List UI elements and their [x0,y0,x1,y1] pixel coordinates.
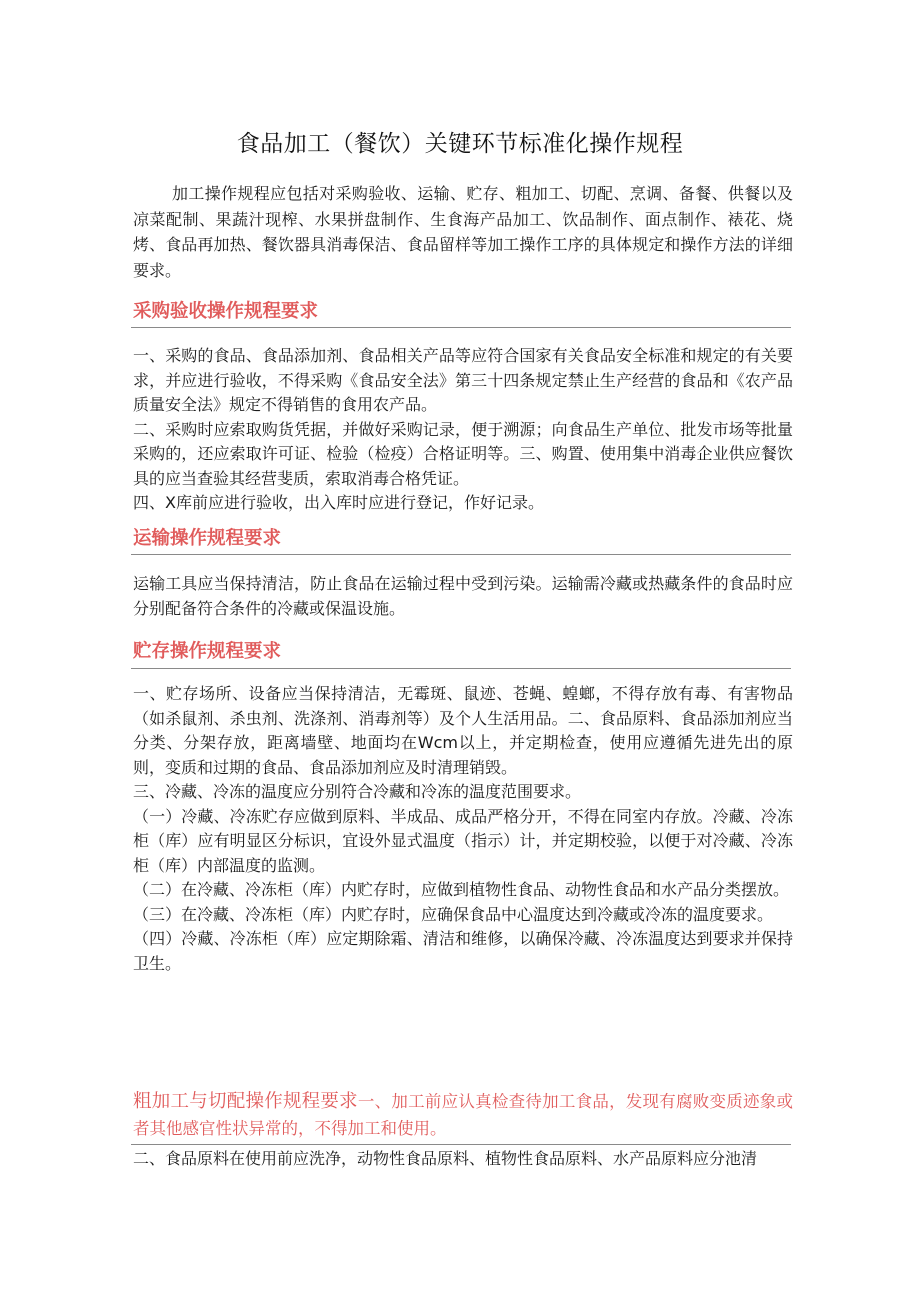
purchase-paragraph-1: 一、采购的食品、食品添加剂、食品相关产品等应符合国家有关食品安全标准和规定的有关要求，并应进行验收，不得采购《食品安全法》第三十四条规定禁止生产经营的食品和《农产品质量安全法》规定不得销售的食用农产品。 [133,346,793,414]
section-heading-storage: 贮存操作规程要求 [133,641,282,662]
purchase-paragraph-3: 四、X库前应进行验收，出入库时应进行登记，作好记录。 [133,493,544,512]
section-heading-purchase: 采购验收操作规程要求 [133,301,319,322]
section-body-purchase [133,344,793,516]
section-body-storage [133,682,793,976]
storage-paragraph-6: （四）冷藏、冷冻柜（库）应定期除霜、清洁和维修，以确保冷藏、冷冻温度达到要求并保持卫生。 [133,929,793,973]
rough-processing-paragraph-2: 二、食品原料在使用前应洗净，动物性食品原料、植物性食品原料、水产品原料应分池清 [133,1149,758,1168]
storage-paragraph-5: （三）在冷藏、冷冻柜（库）内贮存时，应确保食品中心温度达到冷藏或冷冻的温度要求。 [133,904,774,924]
section-divider [131,668,791,669]
section-heading-rough-processing: 粗加工与切配操作规程要求 [133,1091,358,1112]
section-body-rough-processing-cont [133,1147,793,1172]
section-body-rough-processing [133,1088,793,1142]
section-divider [131,554,791,555]
section-body-transport [133,572,793,621]
rough-processing-lead [133,1088,793,1142]
storage-paragraph-1: 一、贮存场所、设备应当保持清洁，无霉斑、鼠迹、苍蝇、蝗螂，不得存放有毒、有害物品（如杀鼠剂、杀虫剂、洗涤剂、消毒剂等）及个人生活用品。二、食品原料、食品添加剂应当分类、分架存放，距离墙壁、地面均在Wcm以上，并定期检查，使用应遵循先进先出的原则，变质和过期的食品、食品添加剂应及时清理销毁。 [133,684,793,777]
purchase-paragraph-2: 二、采购时应索取购货凭据，并做好采购记录，便于溯源；向食品生产单位、批发市场等批量采购的，还应索取许可证、检验（检疫）合格证明等。三、购置、使用集中消毒企业供应餐饮具的应当查验其经营斐质，索取消毒合格凭证。 [133,419,793,488]
storage-paragraph-2: 三、冷藏、冷冻的温度应分别符合冷藏和冷冻的温度范围要求。 [133,782,582,801]
rough-processing-inline-text: 一、加工前应认真检查待加工食品，发现有腐败变质迹象或者其他感官性状异常的，不得加工和使用。 [133,1092,793,1138]
storage-paragraph-4: （二）在冷藏、冷冻柜（库）内贮存时，应做到植物性食品、动物性食品和水产品分类摆放。 [133,880,790,899]
section-heading-transport: 运输操作规程要求 [133,528,282,549]
storage-paragraph-3: （一）冷藏、冷冻贮存应做到原料、半成品、成品严格分开，不得在同室内存放。冷藏、冷冻柜（库）应有明显区分标识，宜设外显式温度（指示）计，并定期校验，以便于对冷藏、冷冻柜（库）内部温度的监测。 [133,806,793,875]
transport-paragraph-1: 运输工具应当保持清洁，防止食品在运输过程中受到污染。运输需冷藏或热藏条件的食品时应分别配备符合条件的冷藏或保温设施。 [133,574,793,618]
section-divider [131,1144,791,1145]
section-divider [131,327,791,328]
document-title: 食品加工（餐饮）关键环节标准化操作规程 [236,131,684,157]
intro-paragraph: 加工操作规程应包括对采购验收、运输、贮存、粗加工、切配、烹调、备餐、供餐以及凉菜配制、果蔬汁现榨、水果拼盘制作、生食海产品加工、饮品制作、面点制作、裱花、烧烤、食品再加热、餐饮器具消毒保洁、食品留样等加工操作工序的具体规定和操作方法的详细要求。 [133,184,793,280]
